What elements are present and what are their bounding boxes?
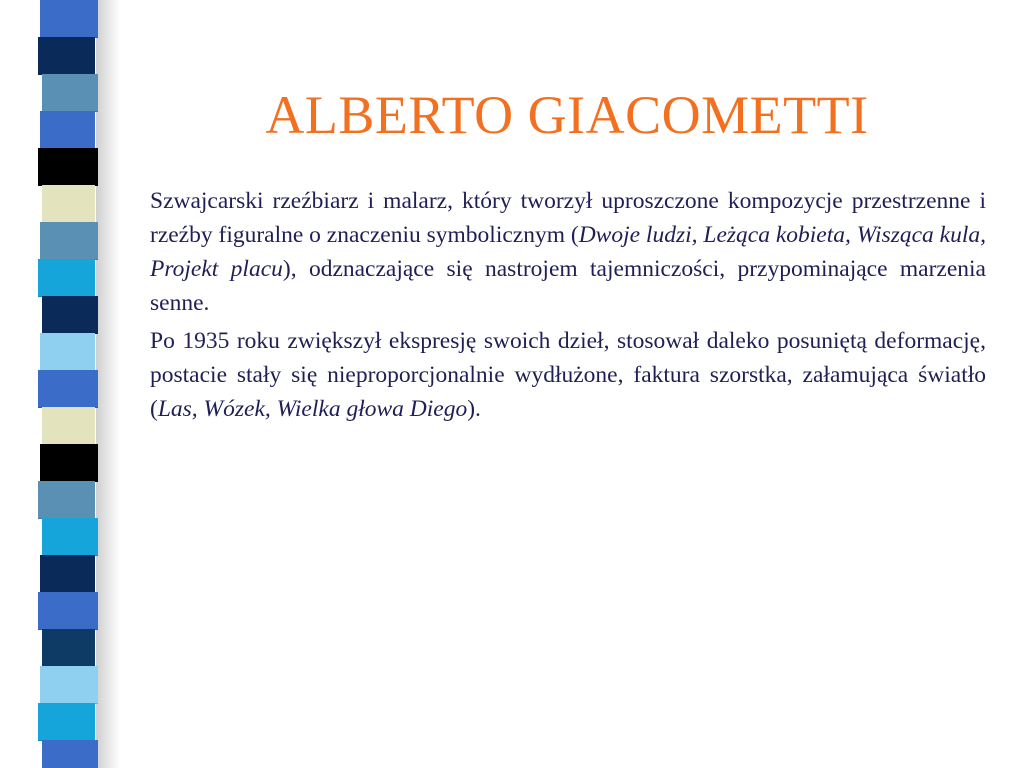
decorative-stripe — [40, 555, 95, 593]
decorative-stripe — [42, 74, 98, 112]
slide-title: ALBERTO GIACOMETTI — [265, 85, 869, 145]
paragraph-1-text: Szwajcarski rzeźbiarz i malarz, który tworzył uproszczone kompozycje przestrzenne i rzeźby figuralne o znaczeniu symbolicznym ( — [150, 188, 986, 248]
decorative-stripe — [38, 592, 98, 630]
decorative-stripe — [40, 444, 98, 482]
decorative-stripe — [38, 37, 95, 75]
decorative-stripe — [40, 666, 98, 704]
decorative-stripe-band — [38, 0, 98, 768]
decorative-stripe — [40, 0, 98, 38]
decorative-stripe — [42, 407, 95, 445]
decorative-stripe — [42, 518, 98, 556]
decorative-stripe — [42, 629, 95, 667]
paragraph-2-text: Po 1935 roku zwiększył ekspresję swoich dzieł, stosował daleko posuniętą deformację, postacie stały się nieproporcjonalnie wydłużone, faktura szorstka, załamująca światło ( — [150, 328, 986, 422]
decorative-stripe — [42, 185, 95, 223]
decorative-stripe — [42, 740, 98, 768]
decorative-stripe — [38, 259, 95, 297]
decorative-stripe — [38, 481, 95, 519]
paragraph-2-end: ). — [467, 396, 481, 422]
paragraph-2 — [150, 324, 986, 426]
decorative-stripe — [40, 222, 98, 260]
decorative-stripe — [38, 148, 98, 186]
paragraph-1 — [150, 184, 986, 320]
decorative-stripe — [38, 370, 98, 408]
decorative-stripe — [40, 111, 95, 149]
decorative-stripe — [42, 296, 98, 334]
slide-body — [150, 184, 986, 430]
decorative-stripe — [40, 333, 95, 371]
paragraph-2-works: Las, Wózek, Wielka głowa Diego — [157, 396, 468, 422]
paragraph-1-works: Dwoje ludzi, Leżąca kobieta, Wisząca kula, Projekt placu — [150, 222, 986, 282]
paragraph-1-end: ), odznaczające się nastrojem tajemniczości, przypominające marzenia senne. — [150, 256, 986, 316]
decorative-stripe — [38, 703, 95, 741]
